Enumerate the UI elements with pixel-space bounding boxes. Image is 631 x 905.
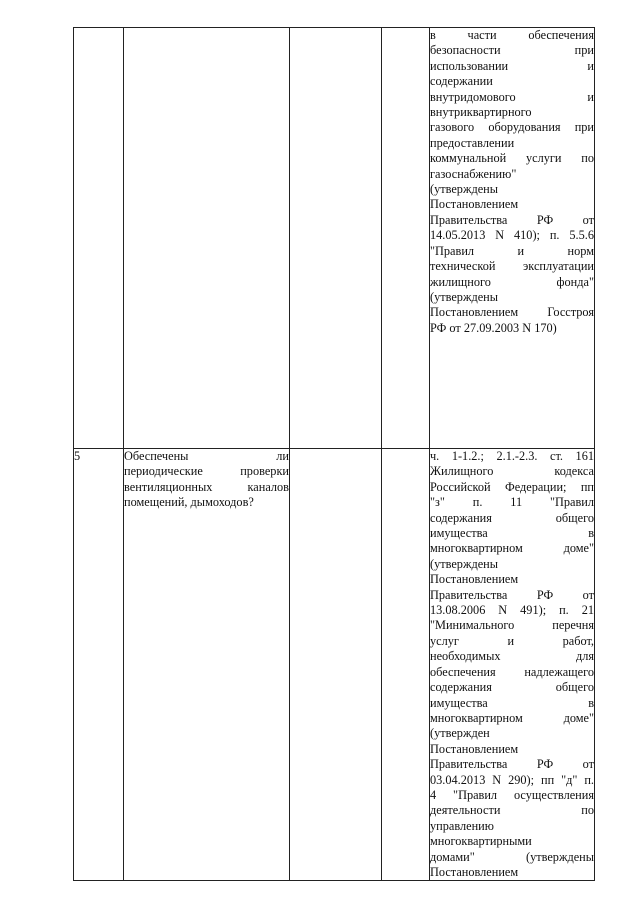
text-line: домами" (утверждены	[430, 849, 594, 864]
legal-reference-text	[430, 449, 594, 880]
text-line: многоквартирными	[430, 834, 532, 849]
note-cell	[382, 449, 430, 881]
checklist-table	[73, 27, 595, 881]
text-line: ч. 1-1.2.; 2.1.-2.3. ст. 161	[430, 449, 594, 463]
answer-cell	[290, 28, 382, 449]
text-line: 13.08.2006 N 491); п. 21	[430, 603, 594, 618]
text-line: внутридомового и	[430, 89, 594, 104]
question-cell	[124, 449, 290, 881]
text-line: содержания общего	[430, 510, 594, 525]
text-line: содержания общего	[430, 680, 594, 695]
text-line: технической эксплуатации	[430, 259, 594, 274]
text-line: в части обеспечения	[430, 28, 594, 42]
text-line: жилищного фонда"	[430, 274, 594, 289]
text-line: многоквартирном доме"	[430, 541, 594, 556]
text-line: 03.04.2013 N 290); пп "д" п.	[430, 772, 594, 787]
text-line: использовании и	[430, 58, 594, 73]
legal-reference-cell	[430, 28, 595, 449]
text-line: Постановлением	[430, 197, 519, 212]
text-line: Российской Федерации; пп	[430, 479, 594, 494]
text-line: внутриквартирного	[430, 105, 532, 120]
legal-reference-cell	[430, 449, 595, 881]
text-line: предоставлении	[430, 135, 515, 150]
row-number-cell	[74, 449, 124, 881]
table-row	[74, 28, 595, 449]
text-line: (утверждены	[430, 182, 499, 197]
text-line: (утвержден	[430, 726, 490, 741]
note-cell	[382, 28, 430, 449]
text-line: Правительства РФ от	[430, 212, 594, 227]
text-line: "з" п. 11 "Правил	[430, 495, 594, 510]
row-number: 5	[74, 449, 81, 463]
text-line: 14.05.2013 N 410); п. 5.5.6	[430, 228, 594, 243]
table-row	[74, 449, 595, 881]
text-line: имущества в	[430, 526, 594, 541]
text-line: (утверждены	[430, 556, 499, 571]
text-line: безопасности при	[430, 43, 594, 58]
answer-cell	[290, 449, 382, 881]
text-line: газоснабжению"	[430, 166, 517, 181]
text-line: управлению	[430, 818, 494, 833]
row-number-cell	[74, 28, 124, 449]
text-line: Обеспечены ли	[124, 449, 289, 463]
text-line: услуг и работ,	[430, 633, 594, 648]
text-line: деятельности по	[430, 803, 594, 818]
text-line: обеспечения надлежащего	[430, 664, 594, 679]
text-line: газового оборудования при	[430, 120, 594, 135]
text-line: Постановлением	[430, 741, 519, 756]
text-line: периодические проверки	[124, 464, 289, 479]
text-line: многоквартирном доме"	[430, 710, 594, 725]
legal-reference-text	[430, 28, 594, 336]
text-line: Правительства РФ от	[430, 757, 594, 772]
text-line: необходимых для	[430, 649, 594, 664]
text-line: "Правил и норм	[430, 243, 594, 258]
text-line: (утверждены	[430, 289, 499, 304]
question-cell	[124, 28, 290, 449]
text-line: Постановлением	[430, 864, 519, 879]
text-line: вентиляционных каналов	[124, 479, 289, 494]
text-line: РФ от 27.09.2003 N 170)	[430, 320, 557, 335]
text-line: Постановлением Госстроя	[430, 305, 594, 320]
text-line: коммунальной услуги по	[430, 151, 594, 166]
text-line: Правительства РФ от	[430, 587, 594, 602]
text-line: имущества в	[430, 695, 594, 710]
text-line: 4 "Правил осуществления	[430, 787, 594, 802]
text-line: содержании	[430, 74, 493, 89]
text-line: Постановлением	[430, 572, 519, 587]
question-text	[124, 449, 289, 511]
text-line: Жилищного кодекса	[430, 464, 594, 479]
text-line: "Минимального перечня	[430, 618, 594, 633]
text-line: помещений, дымоходов?	[124, 495, 254, 510]
